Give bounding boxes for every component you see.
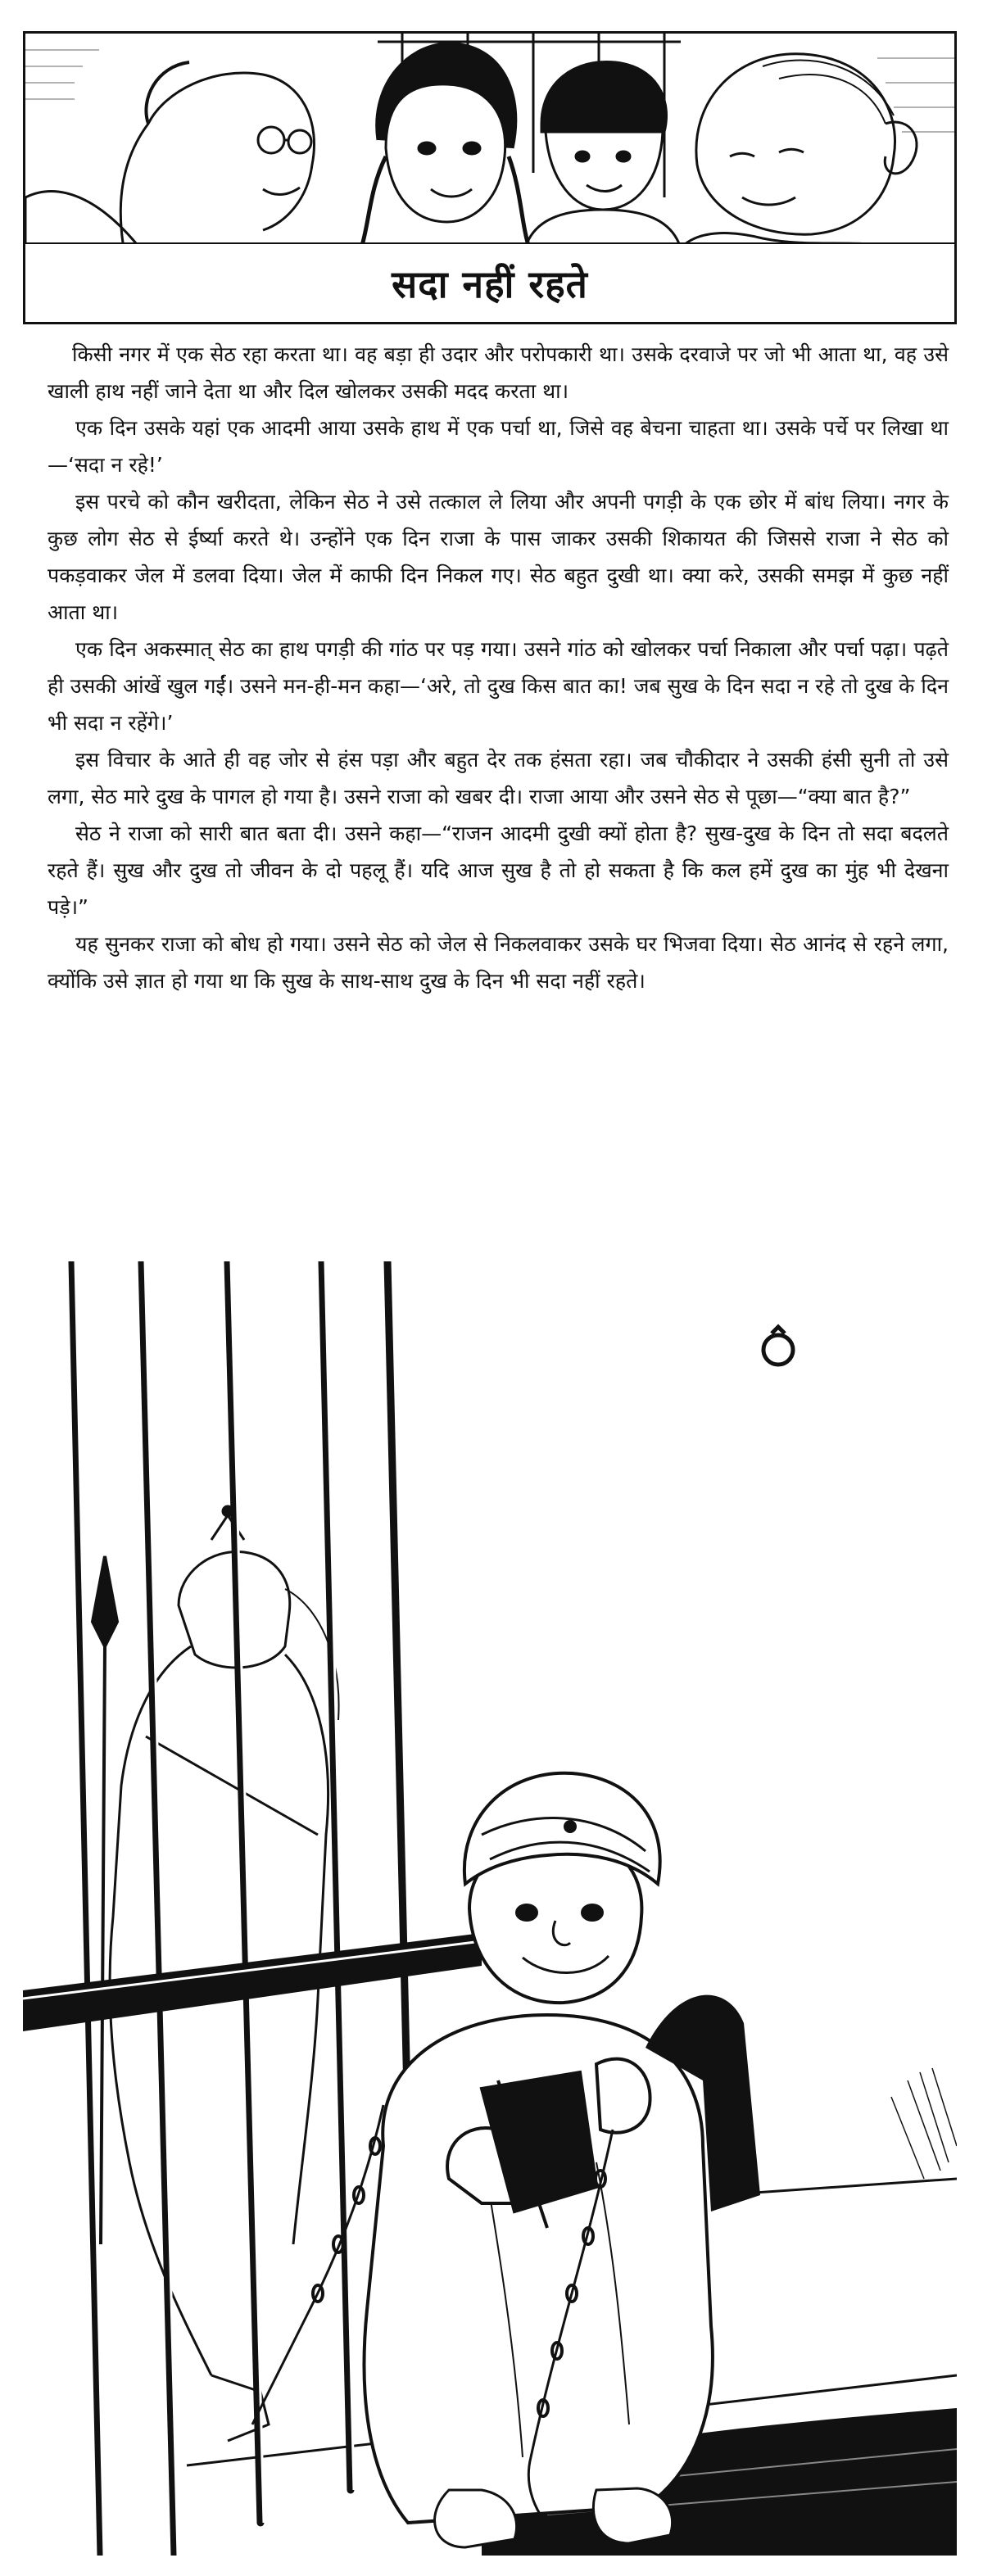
story-paragraph: इस परचे को कौन खरीदता, लेकिन सेठ ने उसे तत्काल ले लिया और अपनी पगड़ी के एक छोर में बांध लिया। नगर के कुछ लोग सेठ से ईर्ष्या करते थे। उन्होंने एक दिन राजा के पास जाकर उसकी शिकायत की जिससे राजा ने सेठ को पकड़वाकर जेल में डलवा दिया। जेल में काफी दिन निकल गए। सेठ बहुत दुखी था। क्या करे, उसकी समझ में कुछ नहीं आता था।: [48, 490, 949, 624]
story-paragraph: एक दिन उसके यहां एक आदमी आया उसके हाथ में एक पर्चा था, जिसे वह बेचना चाहता था। उसके पर्चे पर लिखा था—‘सदा न रहे!’: [48, 416, 949, 477]
girl-figure: [361, 43, 529, 246]
title-box: [23, 242, 957, 324]
story-body: [48, 336, 949, 999]
jail-merchant-drawing: [23, 1261, 957, 2556]
story-paragraph: इस विचार के आते ही वह जोर से हंस पड़ा और बहुत देर तक हंसता रहा। जब चौकीदार ने उसकी हंसी सुनी तो उसे लगा, सेठ मारे दुख के पागल हो गया है। उसने राजा को खबर दी। राजा आया और उसने सेठ से पूछा—“क्या बात है?”: [48, 748, 949, 808]
jail-illustration: [23, 1261, 957, 2556]
old-woman-figure: [681, 54, 917, 246]
header-illustration: [23, 31, 957, 246]
story-title: सदा नहीं रहते: [392, 261, 588, 306]
wall-ring-icon: [763, 1327, 793, 1365]
boy-figure: [525, 61, 681, 246]
story-paragraph: एक दिन अकस्मात् सेठ का हाथ पगड़ी की गांठ पर पड़ गया। उसने गांठ को खोलकर पर्चा निकाला और पर्चा पढ़ा। पढ़ते ही उसकी आंखें खुल गईं। उसने मन-ही-मन कहा—‘अरे, तो दुख किस बात का! जब सुख के दिन सदा न रहे तो दुख के दिन भी सदा न रहेंगे।’: [48, 637, 949, 735]
story-paragraph: सेठ ने राजा को सारी बात बता दी। उसने कहा—“राजन आदमी दुखी क्यों होता है? सुख-दुख के दिन तो सदा बदलते रहते हैं। सुख और दुख तो जीवन के दो पहलू हैं। यदि आज सुख है तो हो सकता है कि कल हमें दुख का मुंह भी देखना पड़े।”: [48, 822, 949, 919]
jail-bars: [72, 1261, 408, 2556]
old-man-figure: [25, 62, 315, 246]
story-paragraph: किसी नगर में एक सेठ रहा करता था। वह बड़ा ही उदार और परोपकारी था। उसके दरवाजे पर जो भी आता था, वह उसे खाली हाथ नहीं जाने देता था और दिल खोलकर उसकी मदद करता था।: [48, 342, 949, 403]
story-paragraph: यह सुनकर राजा को बोध हो गया। उसने सेठ को जेल से निकलवाकर उसके घर भिजवा दिया। सेठ आनंद से रहने लगा, क्योंकि उसे ज्ञात हो गया था कि सुख के साथ-साथ दुख के दिन भी सदा नहीं रहते।: [48, 932, 949, 993]
four-faces-drawing: [25, 34, 957, 246]
